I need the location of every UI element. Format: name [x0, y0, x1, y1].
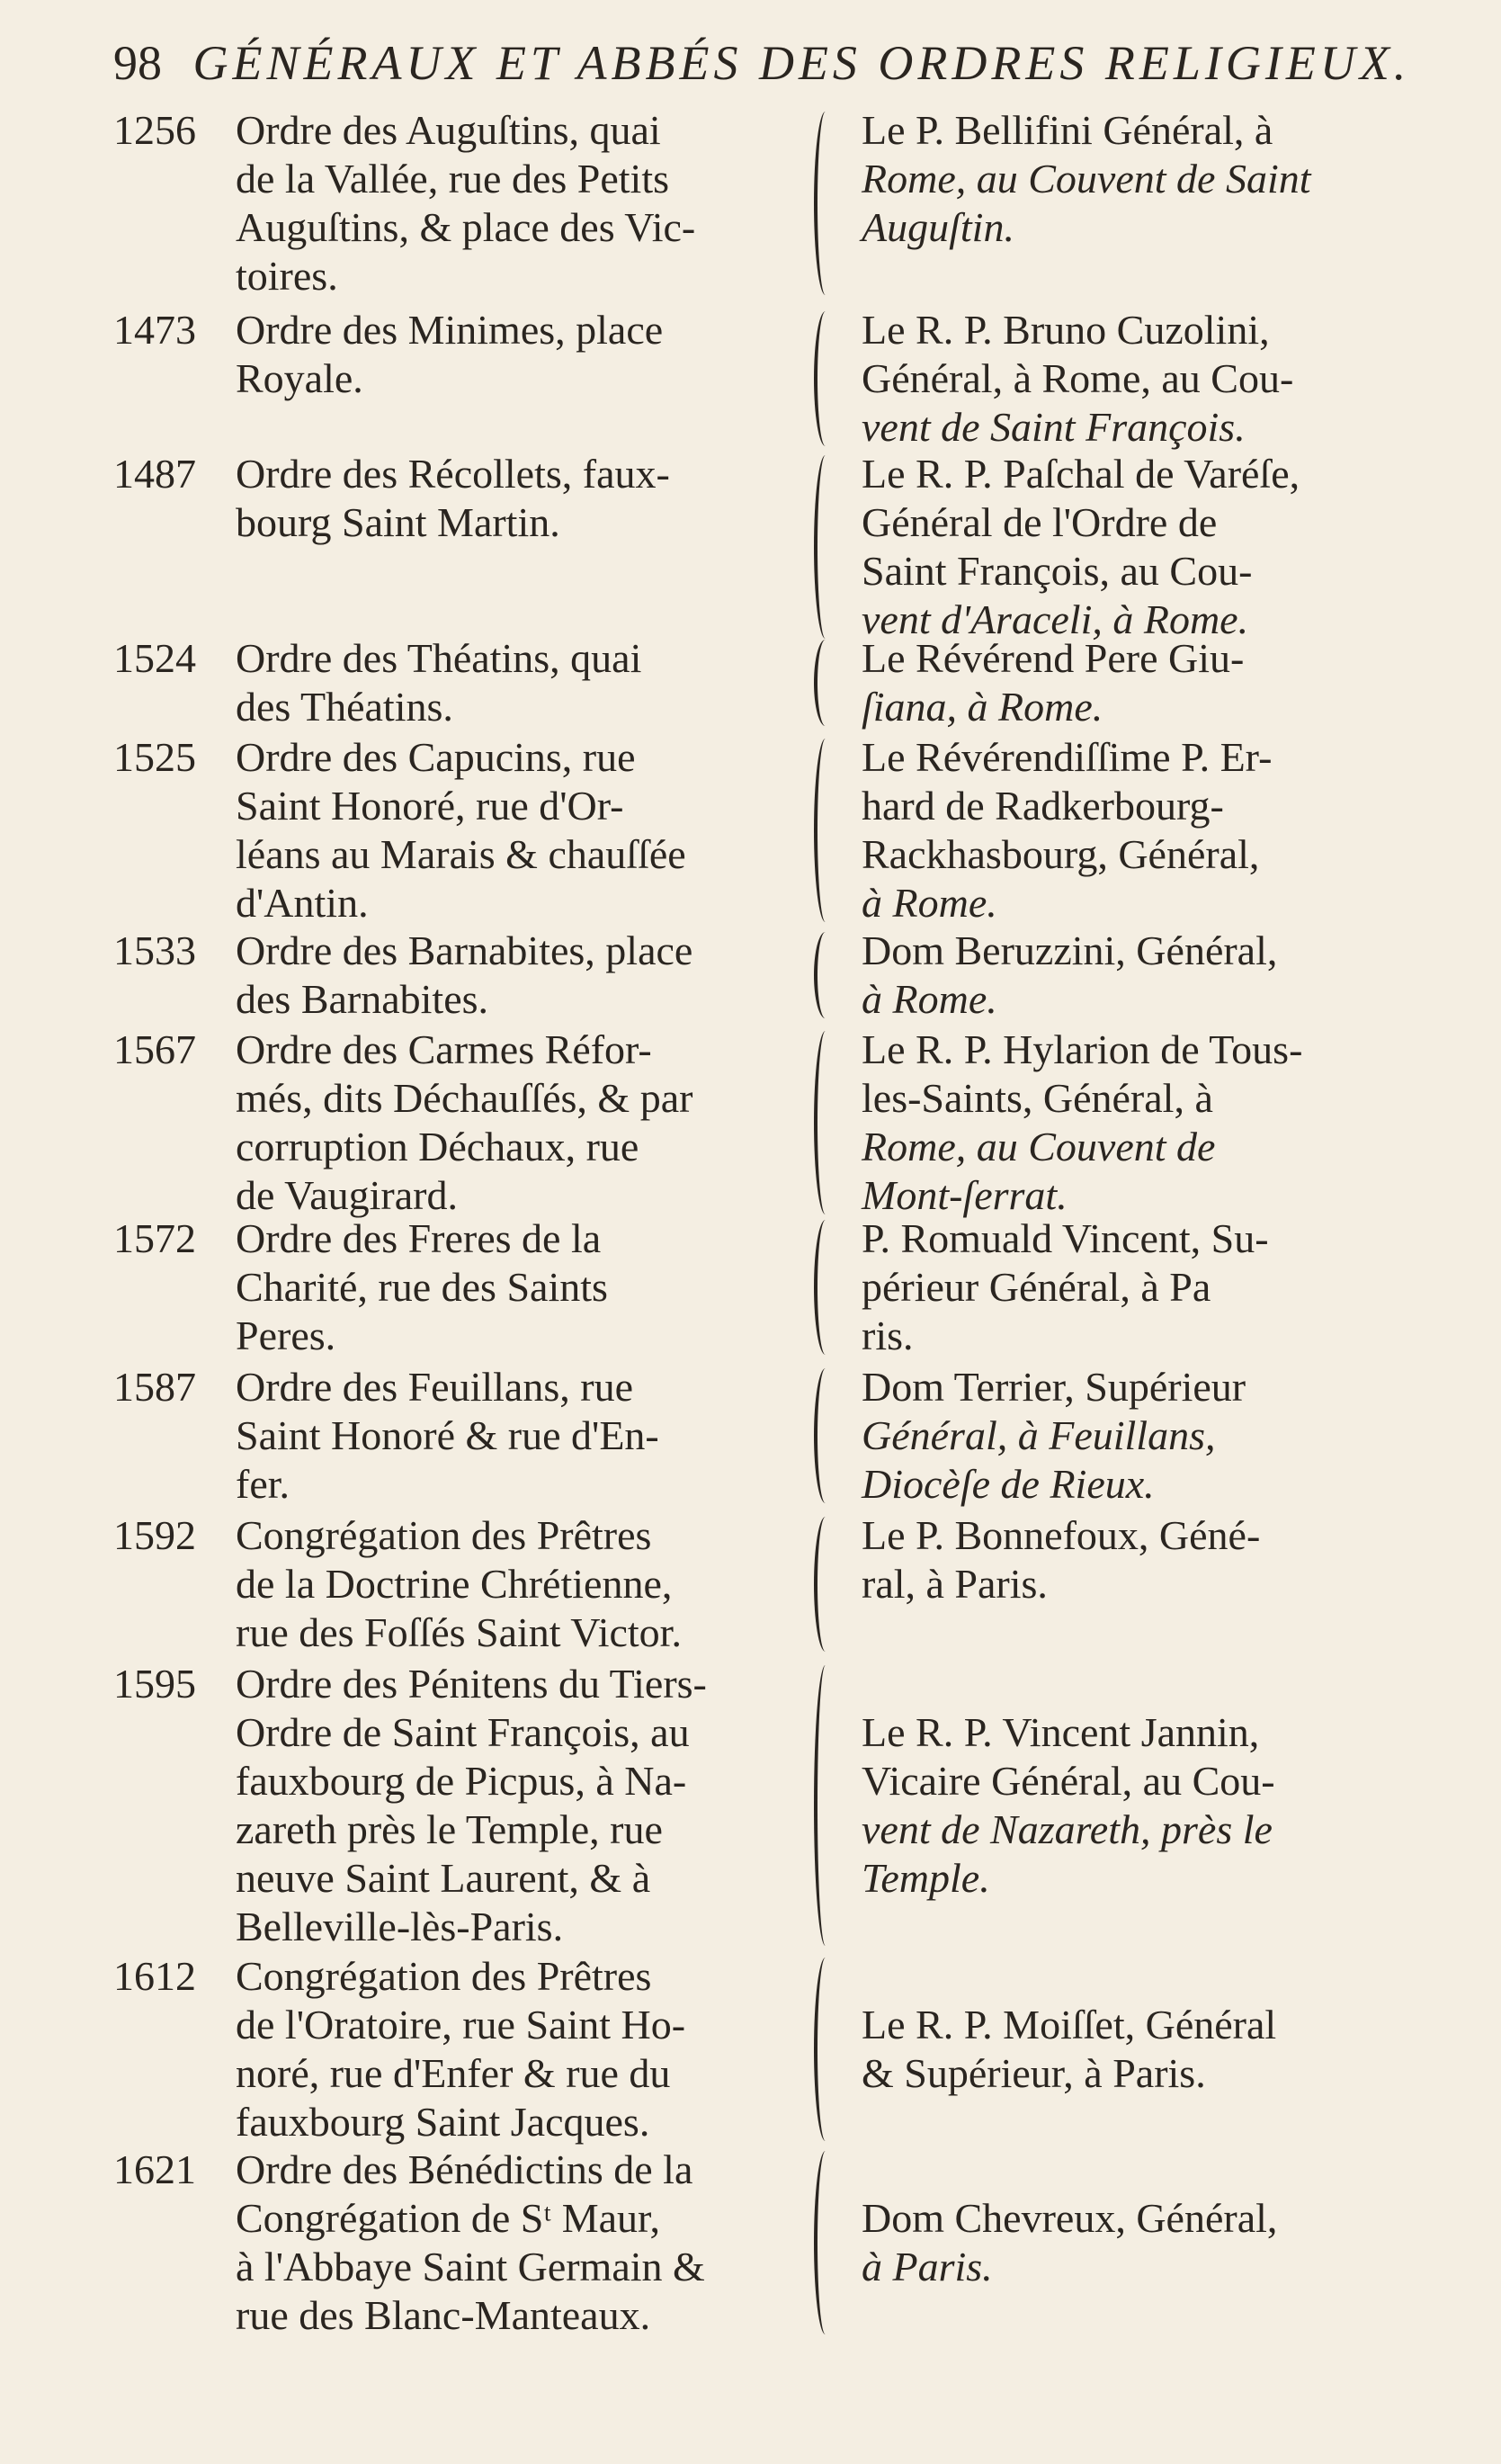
order-line: Ordre des Freres de la	[236, 1215, 602, 1261]
general-info	[862, 2194, 1401, 2291]
general-line: Dom Terrier, Supérieur	[862, 1364, 1246, 1410]
order-name	[236, 1026, 811, 1220]
order-line: bourg Saint Martin.	[236, 499, 560, 545]
general-line: Saint François, au Cou-	[862, 548, 1253, 594]
general-info	[862, 927, 1401, 1024]
general-line: Général de l'Ordre de	[862, 499, 1218, 545]
order-line: des Barnabites.	[236, 976, 489, 1022]
order-line: corruption Déchaux, rue	[236, 1124, 639, 1169]
entry-year: 1612	[113, 1953, 196, 1999]
general-line: ſiana, à Rome.	[862, 684, 1103, 730]
general-line: P. Romuald Vincent, Su-	[862, 1215, 1269, 1261]
entry-year: 1572	[113, 1215, 196, 1261]
brace	[814, 640, 843, 726]
order-line: Congrégation des Prêtres	[236, 1953, 652, 1999]
order-line: des Théatins.	[236, 684, 453, 730]
general-line: Temple.	[862, 1855, 990, 1901]
general-line: Dom Chevreux, Général,	[862, 2195, 1278, 2241]
general-info	[862, 2001, 1401, 2098]
order-line: Ordre des Pénitens du Tiers-	[236, 1661, 707, 1707]
order-line: toires.	[236, 253, 338, 299]
general-line: les-Saints, Général, à	[862, 1075, 1213, 1121]
general-line: Auguſtin.	[862, 204, 1014, 250]
general-line: Diocèſe de Rieux.	[862, 1461, 1155, 1507]
page-title: GÉNÉRAUX ET ABBÉS DES ORDRES RELIGIEUX.	[192, 36, 1411, 90]
order-line: Saint Honoré, rue d'Or-	[236, 783, 624, 829]
order-line: Ordre des Bénédictins de la	[236, 2146, 693, 2192]
general-line: Le R. P. Paſchal de Varéſe,	[862, 451, 1300, 497]
general-info	[862, 1511, 1401, 1608]
brace	[814, 1517, 843, 1652]
general-line: Le Révérend Pere Giu-	[862, 635, 1245, 681]
order-line: à l'Abbaye Saint Germain &	[236, 2244, 705, 2289]
brace	[814, 1220, 843, 1355]
order-line: Ordre des Feuillans, rue	[236, 1364, 633, 1410]
order-name	[236, 450, 811, 547]
order-name	[236, 2146, 811, 2340]
general-line: ris.	[862, 1313, 914, 1358]
general-info	[862, 634, 1401, 731]
running-header	[113, 27, 1411, 99]
general-line: Le P. Bellifini Général, à	[862, 107, 1273, 153]
page-number: 98	[113, 36, 162, 90]
order-line: Auguſtins, & place des Vic-	[236, 204, 696, 250]
entry-year: 1524	[113, 635, 196, 681]
brace	[814, 1665, 843, 1946]
general-line: Le R. P. Moiſſet, Général	[862, 2002, 1277, 2047]
brace	[814, 932, 843, 1018]
order-line: rue des Blanc-Manteaux.	[236, 2292, 651, 2338]
order-line: Ordre des Barnabites, place	[236, 927, 693, 973]
brace	[814, 739, 843, 922]
general-line: Le P. Bonnefoux, Géné-	[862, 1512, 1261, 1558]
order-line: noré, rue d'Enfer & rue du	[236, 2050, 671, 2096]
general-info	[862, 106, 1401, 252]
order-line: Peres.	[236, 1313, 336, 1358]
entry-year: 1525	[113, 734, 196, 780]
general-line: périeur Général, à Pa	[862, 1264, 1211, 1310]
general-line: vent de Saint François.	[862, 404, 1246, 450]
order-line: Ordre des Auguſtins, quai	[236, 107, 661, 153]
order-line: Ordre des Minimes, place	[236, 307, 664, 353]
general-info	[862, 1214, 1401, 1360]
order-line: Congrégation de Sᵗ Maur,	[236, 2195, 660, 2241]
order-line: Saint Honoré & rue d'En-	[236, 1412, 659, 1458]
general-info	[862, 733, 1401, 927]
order-line: de la Doctrine Chrétienne,	[236, 1561, 673, 1607]
order-line: Charité, rue des Saints	[236, 1264, 608, 1310]
brace	[814, 2151, 843, 2334]
entry-year: 1592	[113, 1512, 196, 1558]
order-line: neuve Saint Laurent, & à	[236, 1855, 651, 1901]
order-line: Ordre des Récollets, faux-	[236, 451, 670, 497]
general-line: vent d'Araceli, à Rome.	[862, 596, 1249, 642]
order-line: d'Antin.	[236, 880, 369, 926]
order-line: léans au Marais & chauſſée	[236, 831, 686, 877]
order-name	[236, 1660, 811, 1951]
general-info	[862, 1026, 1401, 1220]
general-line: Vicaire Général, au Cou-	[862, 1758, 1275, 1804]
order-name	[236, 927, 811, 1024]
order-line: zareth près le Temple, rue	[236, 1806, 663, 1852]
entry-year: 1595	[113, 1661, 196, 1707]
order-line: de la Vallée, rue des Petits	[236, 156, 670, 202]
order-line: Belleville-lès-Paris.	[236, 1904, 564, 1949]
general-info	[862, 306, 1401, 452]
brace	[814, 311, 843, 446]
general-line: Général, à Rome, au Cou-	[862, 355, 1294, 401]
order-name	[236, 106, 811, 300]
general-line: à Rome.	[862, 880, 997, 926]
order-line: fauxbourg de Picpus, à Na-	[236, 1758, 687, 1804]
general-info	[862, 1363, 1401, 1509]
general-line: à Paris.	[862, 2244, 993, 2289]
order-line: de l'Oratoire, rue Saint Ho-	[236, 2002, 686, 2047]
order-name	[236, 1363, 811, 1509]
order-line: Royale.	[236, 355, 363, 401]
general-line: Rackhasbourg, Général,	[862, 831, 1260, 877]
order-line: fauxbourg Saint Jacques.	[236, 2099, 650, 2145]
brace	[814, 1368, 843, 1503]
entry-year: 1256	[113, 107, 196, 153]
general-line: Mont-ſerrat.	[862, 1172, 1068, 1218]
order-line: Ordre des Carmes Réfor-	[236, 1026, 652, 1072]
entry-year: 1621	[113, 2146, 196, 2192]
order-line: Ordre des Théatins, quai	[236, 635, 642, 681]
entry-year: 1533	[113, 927, 196, 973]
general-info	[862, 1708, 1401, 1903]
general-line: Le R. P. Bruno Cuzolini,	[862, 307, 1270, 353]
brace	[814, 455, 843, 639]
order-line: Congrégation des Prêtres	[236, 1512, 652, 1558]
order-line: fer.	[236, 1461, 290, 1507]
general-line: Général, à Feuillans,	[862, 1412, 1216, 1458]
general-line: vent de Nazareth, près le	[862, 1806, 1273, 1852]
general-line: Rome, au Couvent de	[862, 1124, 1216, 1169]
entry-year: 1487	[113, 451, 196, 497]
entry-year: 1567	[113, 1026, 196, 1072]
order-name	[236, 1952, 811, 2146]
entry-year: 1473	[113, 307, 196, 353]
order-line: més, dits Déchauſſés, & par	[236, 1075, 693, 1121]
general-line: Le R. P. Vincent Jannin,	[862, 1709, 1260, 1755]
general-line: Le R. P. Hylarion de Tous-	[862, 1026, 1303, 1072]
general-line: ral, à Paris.	[862, 1561, 1048, 1607]
order-name	[236, 1214, 811, 1360]
general-info	[862, 450, 1401, 644]
order-line: Ordre des Capucins, rue	[236, 734, 636, 780]
order-name	[236, 1511, 811, 1657]
order-line: Ordre de Saint François, au	[236, 1709, 690, 1755]
entry-year: 1587	[113, 1364, 196, 1410]
general-line: à Rome.	[862, 976, 997, 1022]
general-line: Dom Beruzzini, Général,	[862, 927, 1278, 973]
order-line: rue des Foſſés Saint Victor.	[236, 1609, 682, 1655]
general-line: hard de Radkerbourg-	[862, 783, 1224, 829]
order-line: de Vaugirard.	[236, 1172, 458, 1218]
order-name	[236, 306, 811, 403]
general-line: Le Révérendiſſime P. Er-	[862, 734, 1273, 780]
order-name	[236, 634, 811, 731]
general-line: Rome, au Couvent de Saint	[862, 156, 1311, 202]
brace	[814, 1958, 843, 2141]
order-name	[236, 733, 811, 927]
brace	[814, 1031, 843, 1214]
general-line: & Supérieur, à Paris.	[862, 2050, 1206, 2096]
brace	[814, 112, 843, 295]
